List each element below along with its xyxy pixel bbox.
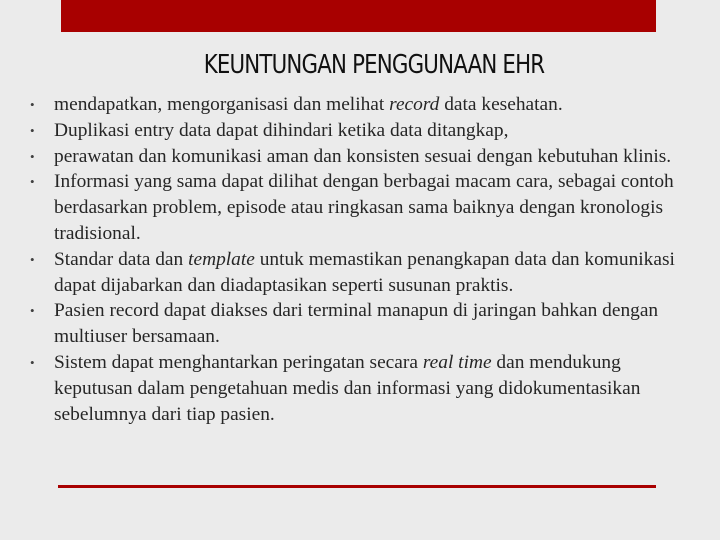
bullet-emphasis: template <box>188 248 255 270</box>
bullet-icon: • <box>30 251 35 267</box>
bullet-item <box>0 169 720 246</box>
bullet-text: Duplikasi entry data dapat dihindari ketika data ditangkap, <box>54 119 509 141</box>
bullet-item <box>0 247 720 299</box>
bullet-text: Informasi yang sama dapat dilihat dengan berbagai macam cara, sebagai contoh berdasarkan problem, episode atau ringkasan sama baiknya dengan kronologis tradisional. <box>54 171 674 244</box>
bullet-icon: • <box>30 122 35 138</box>
bullet-item <box>0 118 720 144</box>
bullet-item <box>0 350 720 427</box>
bottom-accent-line <box>58 485 656 488</box>
bullet-item <box>0 92 720 118</box>
slide-title: KEUNTUNGAN PENGGUNAAN EHR <box>203 50 545 80</box>
bullet-icon: • <box>30 97 35 112</box>
bullet-text: perawatan dan komunikasi aman dan konsisten sesuai dengan kebutuhan klinis. <box>54 145 672 167</box>
bullet-list <box>0 92 720 427</box>
bullet-text: mendapatkan, mengorganisasi dan melihat <box>54 94 390 115</box>
bullet-text: dan mendukung keputusan dalam pengetahuan medis dan informasi yang didokumentasikan sebelumnya dari tiap pasien. <box>54 351 641 425</box>
bullet-text: untuk memastikan penangkapan data dan komunikasi dapat dijabarkan dan diadaptasikan seperti susunan praktis. <box>54 248 675 296</box>
bullet-item <box>0 298 720 350</box>
bullet-text: Standar data dan <box>54 248 189 270</box>
bullet-icon: • <box>30 354 35 370</box>
top-accent-bar <box>61 0 656 32</box>
bullet-emphasis: real time <box>422 351 492 373</box>
bullet-icon: • <box>30 174 35 190</box>
bullet-icon: • <box>30 148 35 164</box>
bullet-emphasis: record <box>389 94 440 115</box>
bullet-text: Pasien record dapat diakses dari terminal manapun di jaringan bahkan dengan multiuser bersamaan. <box>54 300 659 348</box>
bullet-item <box>0 144 720 170</box>
bullet-text: data kesehatan. <box>439 94 563 115</box>
bullet-icon: • <box>30 303 35 319</box>
bullet-text: Sistem dapat menghantarkan peringatan secara <box>54 351 423 373</box>
